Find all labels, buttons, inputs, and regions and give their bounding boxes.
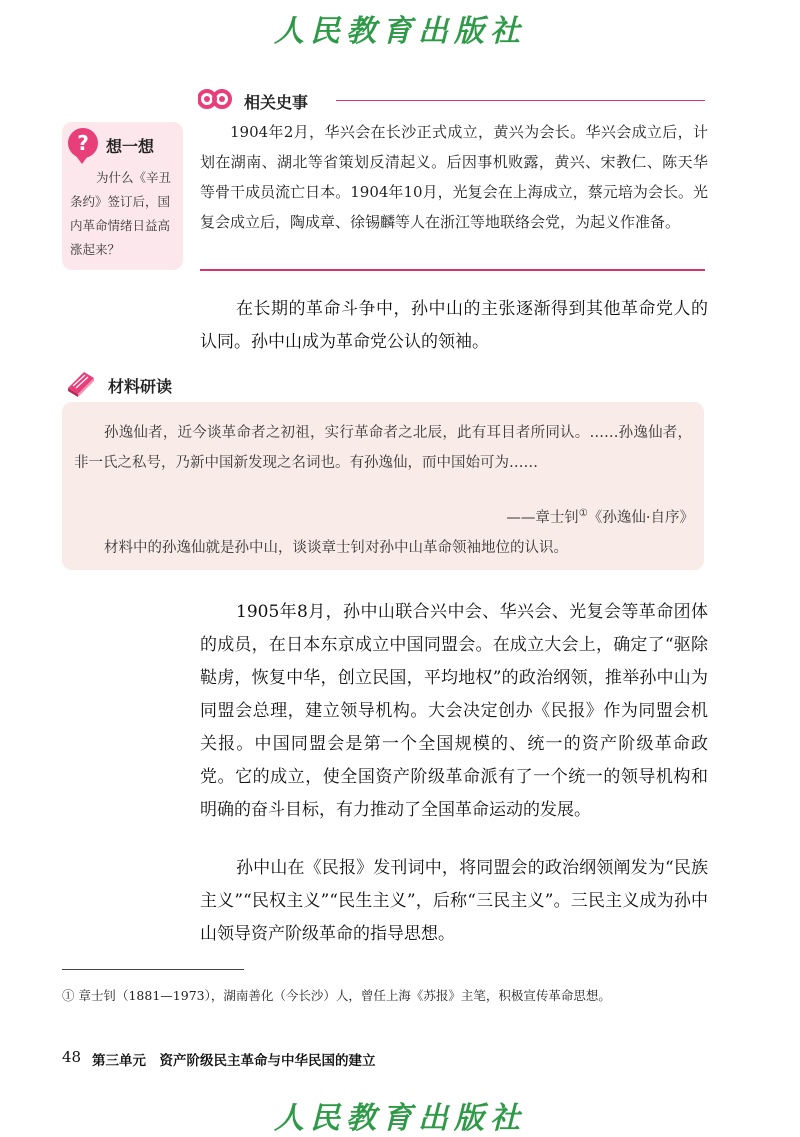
- book-icon: [64, 368, 98, 398]
- related-history-text: 1904年2月，华兴会在长沙正式成立，黄兴为会长。华兴会成立后，计划在湖南、湖北等省策划反清起义。后因事机败露，黄兴、宋教仁、陈天华等骨干成员流亡日本。1904年10月，光复会在上海成立，蔡元培为会长。光复会成立后，陶成章、徐锡麟等人在浙江等地联络会党，为起义作准备。: [200, 123, 708, 231]
- body-paragraph-2: 1905年8月，孙中山联合兴中会、华兴会、光复会等革命团体的成员，在日本东京成立中国同盟会。在成立大会上，确定了“驱除鞑虏，恢复中华，创立民国，平均地权”的政治纲领，推举孙中山为同盟会总理，建立领导机构。大会决定创办《民报》作为同盟会机关报。中国同盟会是第一个全国规模的、统一的资产阶级革命政党。它的成立，使全国资产阶级革命派有了一个统一的领导机构和明确的奋斗目标，有力推动了全国革命运动的发展。: [200, 602, 708, 820]
- publisher-logo-top: 人民教育出版社: [274, 14, 526, 49]
- footnote-mark: ①: [578, 508, 588, 520]
- think-box: [62, 122, 183, 270]
- divider: [336, 100, 705, 101]
- think-text: 为什么《辛丑条约》签订后，国内革命情绪日益高涨起来？: [70, 170, 172, 257]
- footnote: ① 章士钊（1881—1973），湖南善化（今长沙）人，曾任上海《苏报》主笔，积极宣传革命思想。: [62, 988, 611, 1003]
- material-quote: 孙逸仙者，近今谈革命者之初祖，实行革命者之北辰，此有耳目者所同认。……孙逸仙者，非一氏之私号，乃新中国新发现之名词也。有孙逸仙，而中国始可为……: [74, 425, 692, 471]
- unit-title: 第三单元 资产阶级民主革命与中华民国的建立: [92, 1053, 376, 1069]
- body-paragraph-1: 在长期的革命斗争中，孙中山的主张逐渐得到其他革命党人的认同。孙中山成为革命党公认的领袖。: [200, 299, 708, 352]
- question-bubble-icon: ?: [68, 128, 98, 158]
- material-question: 材料中的孙逸仙就是孙中山，谈谈章士钊对孙中山革命领袖地位的认识。: [104, 540, 568, 556]
- related-history-title: 相关史事: [244, 93, 309, 112]
- think-title: 想一想: [106, 137, 155, 156]
- source-book: 《孙逸仙·自序》: [587, 510, 694, 526]
- material-reading-title: 材料研读: [108, 377, 173, 396]
- material-reading-box: [62, 402, 704, 570]
- source-author: ——章士钊: [506, 510, 579, 526]
- divider: [200, 269, 705, 271]
- body-paragraph-3: 孙中山在《民报》发刊词中，将同盟会的政治纲领阐发为“民族主义”“民权主义”“民生主义”，后称“三民主义”。三民主义成为孙中山领导资产阶级革命的指导思想。: [200, 858, 708, 944]
- page-number: 48: [62, 1048, 82, 1066]
- related-history-icon: [198, 86, 232, 112]
- publisher-logo-bottom: 人民教育出版社: [274, 1101, 526, 1136]
- material-source: [506, 506, 694, 527]
- footnote-divider: [62, 969, 244, 970]
